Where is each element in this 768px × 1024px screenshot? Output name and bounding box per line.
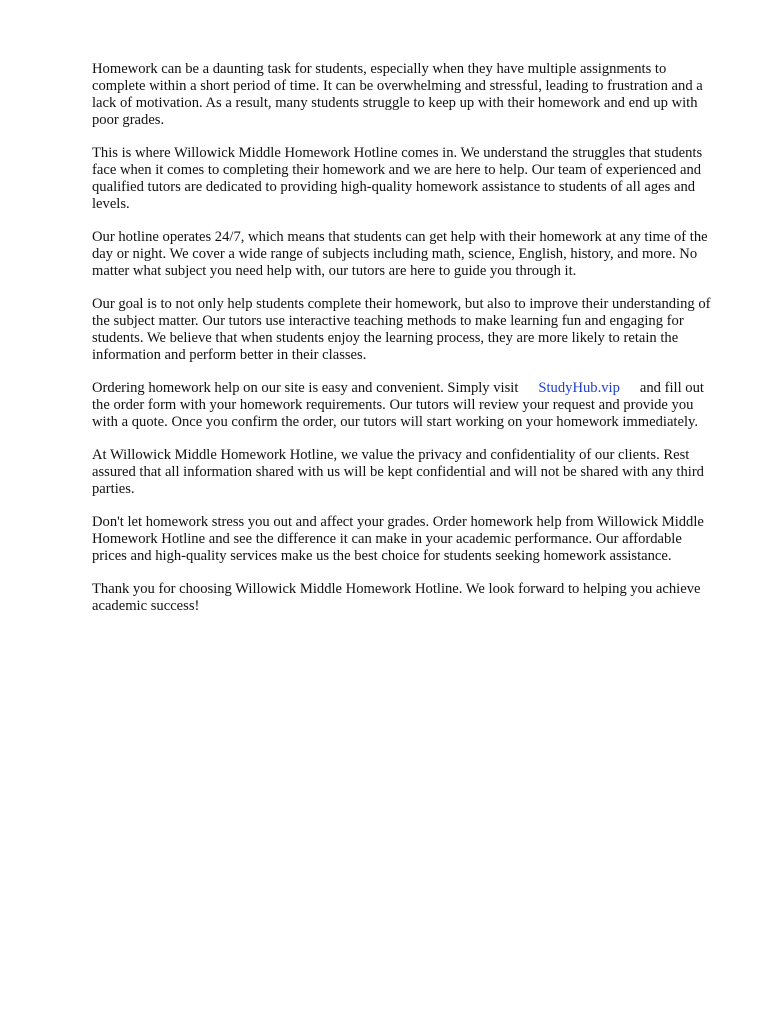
paragraph-privacy: At Willowick Middle Homework Hotline, we value the privacy and confidentiality of our clients. Rest assured that all information shared with us will be kept confidential and will not be shared with any third parties.	[92, 447, 704, 497]
paragraph-goal: Our goal is to not only help students complete their homework, but also to improve their understanding of the subject matter. Our tutors use interactive teaching methods to make learning fun and engaging for students. We believe that when students enjoy the learning process, they are more likely to retain the information and perform better in their classes.	[92, 296, 711, 363]
paragraph-thank-you: Thank you for choosing Willowick Middle Homework Hotline. We look forward to helping you achieve academic success!	[92, 581, 701, 614]
paragraph-call-to-action: Don't let homework stress you out and affect your grades. Order homework help from Willowick Middle Homework Hotline and see the difference it can make in your academic performance. Our affordable prices and high-quality services make us the best choice for students seeking homework assistance.	[92, 514, 704, 564]
studyhub-link[interactable]: StudyHub.vip	[538, 380, 620, 396]
paragraph-ordering	[92, 380, 718, 431]
document-body	[92, 61, 718, 631]
ordering-text-after: and fill out the order form with your homework requirements. Our tutors will review your request and provide you with a quote. Once you confirm the order, our tutors will start working on your homework immediately.	[92, 380, 704, 430]
ordering-text-before: Ordering homework help on our site is easy and convenient. Simply visit	[92, 380, 519, 396]
paragraph-intro: Homework can be a daunting task for students, especially when they have multiple assignments to complete within a short period of time. It can be overwhelming and stressful, leading to frustration and a lack of motivation. As a result, many students struggle to keep up with their homework and end up with poor grades.	[92, 61, 703, 128]
paragraph-hours-subjects: Our hotline operates 24/7, which means that students can get help with their homework at any time of the day or night. We cover a wide range of subjects including math, science, English, history, and more. No matter what subject you need help with, our tutors are here to guide you through it.	[92, 229, 708, 279]
paragraph-hotline-intro: This is where Willowick Middle Homework Hotline comes in. We understand the struggles that students face when it comes to completing their homework and we are here to help. Our team of experienced and qualified tutors are dedicated to providing high-quality homework assistance to students of all ages and levels.	[92, 145, 703, 212]
